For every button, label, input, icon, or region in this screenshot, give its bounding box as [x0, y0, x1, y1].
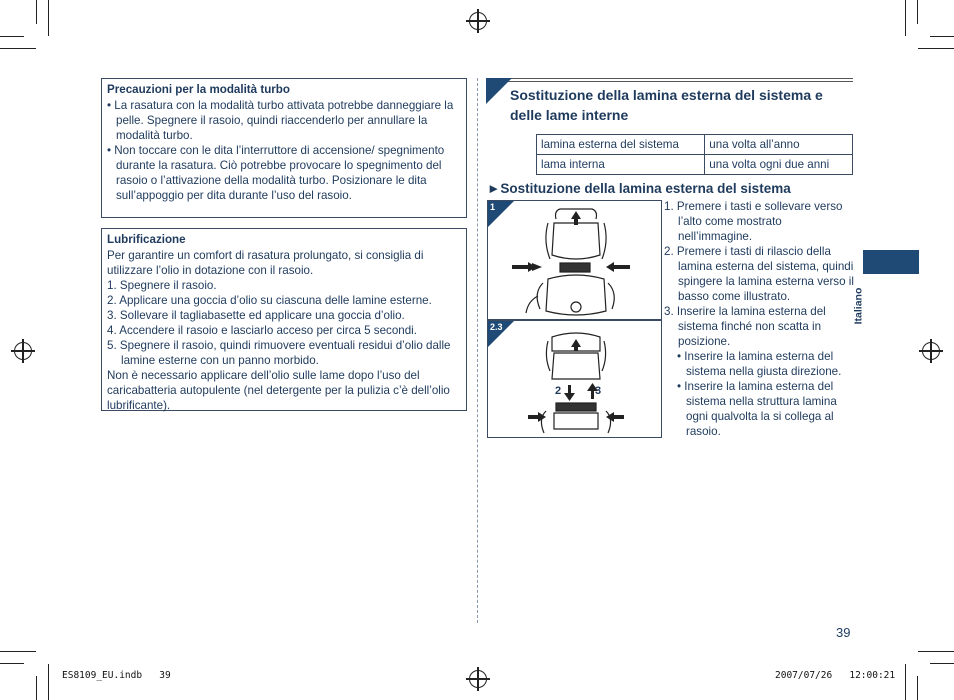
crop-mark [36, 676, 37, 700]
registration-mark-icon [14, 342, 32, 360]
lubrication-box [101, 228, 467, 411]
page-number: 39 [836, 625, 851, 640]
figure-step-1 [487, 200, 662, 320]
replacement-sub-bullet: • Inserire la lamina esterna del sistema nella struttura lamina ogni qualvolta la si collega al rasoio. [677, 380, 837, 438]
crop-mark [0, 663, 24, 664]
replacement-step: 2. Premere i tasti di rilascio della lamina esterna del sistema, quindi spingere la lamina esterna verso il basso come illustrato. [664, 245, 854, 303]
turbo-precautions-box [101, 78, 467, 218]
table-cell: una volta ogni due anni [705, 155, 853, 175]
lubrication-step: 4. Accendere il rasoio e lasciarlo acceso per circa 5 secondi. [107, 324, 417, 337]
figure-step-2-3 [487, 320, 662, 438]
shaver-head-illustration [488, 201, 663, 321]
section-rule [486, 78, 853, 79]
crop-mark [917, 0, 918, 24]
table-row [537, 135, 853, 155]
arrow-label: 3 [595, 385, 602, 397]
crop-mark [930, 663, 954, 664]
table-cell: una volta all’anno [705, 135, 853, 155]
crop-mark [930, 36, 954, 37]
crop-mark [36, 0, 37, 24]
lubrication-intro: Per garantire un comfort di rasatura prolungato, si consiglia di utilizzare l’olio in dotazione con il rasoio. [107, 249, 424, 277]
crop-mark [918, 651, 954, 652]
turbo-bullet: • Non toccare con le dita l’interruttore di accensione/ spegnimento durante la rasatura. Ciò potrebbe provocare lo spegnimento del rasoio o l’attivazione della modalità turbo. Posizionare le dita sull’appoggio per dita durante l’uso del rasoio. [107, 144, 445, 202]
figure-label: 1 [490, 202, 496, 212]
section-corner-marker [486, 78, 512, 104]
language-tab [863, 250, 919, 274]
turbo-precautions-title: Precauzioni per la modalità turbo [107, 83, 290, 96]
replacement-schedule-table [536, 134, 853, 175]
replacement-step: 3. Inserire la lamina esterna del sistema finché non scatta in posizione. [664, 305, 826, 348]
foil-replacement-illustration [488, 321, 663, 439]
crop-mark [905, 0, 906, 36]
lubrication-step: 1. Spegnere il rasoio. [107, 279, 217, 292]
registration-mark-icon [469, 12, 487, 30]
footer-file: ES8109_EU.indb 39 [62, 670, 171, 681]
column-divider [477, 78, 478, 623]
registration-mark-icon [922, 342, 940, 360]
table-row [537, 155, 853, 175]
table-cell: lamina esterna del sistema [537, 135, 705, 155]
replacement-steps [664, 199, 854, 439]
lubrication-step: 5. Spegnere il rasoio, quindi rimuovere eventuali residui d’olio dalle lamine esterne con un panno morbido. [107, 339, 451, 367]
language-label: Italiano [852, 287, 865, 325]
language-tab-label [852, 278, 882, 338]
section-title: Sostituzione della lamina esterna del sistema e delle lame interne [510, 87, 823, 123]
figure-label: 2.3 [490, 322, 503, 332]
lubrication-title: Lubrificazione [107, 233, 186, 246]
arrow-label: 2 [555, 385, 562, 397]
crop-mark [905, 664, 906, 700]
table-cell: lama interna [537, 155, 705, 175]
crop-mark [0, 36, 24, 37]
replacement-step: 1. Premere i tasti e sollevare verso l’alto come mostrato nell’immagine. [664, 200, 843, 243]
replacement-sub-bullet: • Inserire la lamina esterna del sistema nella giusta direzione. [677, 350, 842, 378]
registration-mark-icon [469, 670, 487, 688]
subsection-title: ►Sostituzione della lamina esterna del sistema [487, 181, 791, 196]
footer-datetime: 2007/07/26 12:00:21 [775, 670, 896, 681]
crop-mark [917, 676, 918, 700]
lubrication-step: 3. Sollevare il tagliabasette ed applicare una goccia d’olio. [107, 309, 405, 322]
crop-mark [48, 0, 49, 36]
lubrication-note: Non è necessario applicare dell’olio sulle lame dopo l’uso del caricabatteria autopulente (nel detergente per la pulizia c’è dell’olio lubrificante). [107, 369, 450, 412]
turbo-bullet: • La rasatura con la modalità turbo attivata potrebbe danneggiare la pelle. Spegnere il rasoio, quindi riaccenderlo per annullare la modalità turbo. [107, 99, 454, 142]
crop-mark [0, 651, 36, 652]
crop-mark [48, 664, 49, 700]
crop-mark [918, 48, 954, 49]
crop-mark [0, 48, 36, 49]
lubrication-step: 2. Applicare una goccia d’olio su ciascuna delle lamine esterne. [107, 294, 432, 307]
section-rule [486, 81, 853, 82]
